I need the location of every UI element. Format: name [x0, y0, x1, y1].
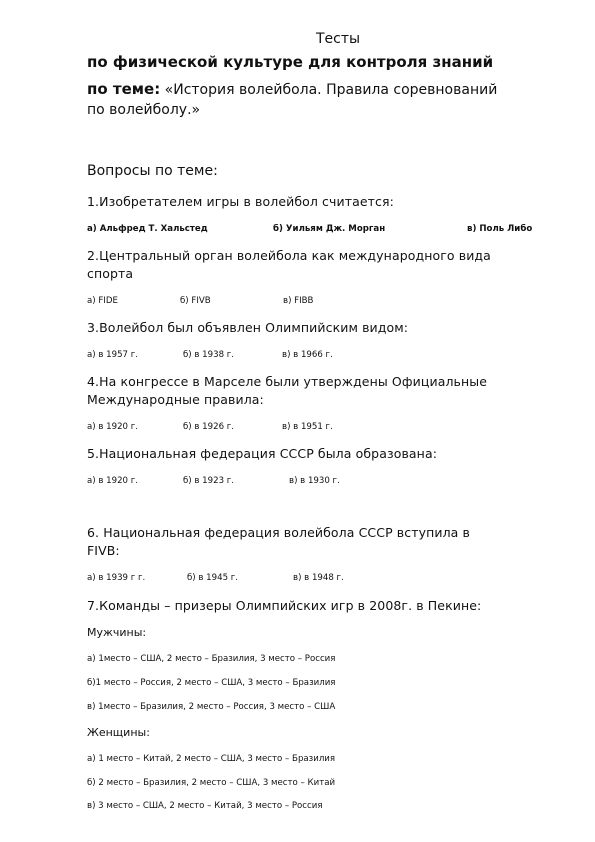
- q4-option-b: б) в 1926 г.: [183, 422, 235, 432]
- question-1: 1.Изобретателем игры в волейбол считается:: [87, 194, 394, 209]
- q2-option-c: в) FIBB: [283, 296, 314, 306]
- women-option-c: в) 3 место – США, 2 место – Китай, 3 место – Россия: [87, 801, 323, 811]
- section-title: Вопросы по теме:: [87, 163, 218, 179]
- q5-option-c: в) в 1930 г.: [289, 476, 340, 486]
- heading-topic-text: «История волейбола. Правила соревнований: [160, 82, 498, 98]
- q6-option-a: а) в 1939 г г.: [87, 573, 146, 583]
- question-4-cont: Международные правила:: [87, 392, 264, 407]
- q3-option-b: б) в 1938 г.: [183, 350, 235, 360]
- women-option-a: а) 1 место – Китай, 2 место – США, 3 место – Бразилия: [87, 754, 336, 764]
- question-6-cont: FIVB:: [87, 543, 120, 558]
- question-7: 7.Команды – призеры Олимпийских игр в 2008г. в Пекине:: [87, 598, 482, 613]
- question-4: 4.На конгрессе в Марселе были утверждены Официальные: [87, 374, 488, 389]
- question-2-cont: спорта: [87, 266, 134, 281]
- doc-heading-line1: по физической культуре для контроля знаний: [87, 53, 494, 71]
- heading-topic-label: по теме:: [87, 80, 161, 98]
- q6-option-c: в) в 1948 г.: [293, 573, 344, 583]
- women-label: Женщины:: [87, 726, 150, 739]
- q6-option-b: б) в 1945 г.: [187, 573, 239, 583]
- q3-option-a: а) в 1957 г.: [87, 350, 138, 360]
- women-option-b: б) 2 место – Бразилия, 2 место – США, 3 место – Китай: [87, 778, 336, 788]
- q5-option-a: а) в 1920 г.: [87, 476, 138, 486]
- q1-option-c: в) Поль Либо: [467, 224, 533, 234]
- men-label: Мужчины:: [87, 626, 147, 639]
- men-option-a: а) 1место – США, 2 место – Бразилия, 3 место – Россия: [87, 654, 336, 664]
- q1-option-a: а) Альфред Т. Хальстед: [87, 224, 208, 234]
- q1-option-b: б) Уильям Дж. Морган: [273, 224, 386, 234]
- men-option-c: в) 1место – Бразилия, 2 место – Россия, 3 место – США: [87, 702, 336, 712]
- q2-option-a: а) FIDE: [87, 296, 118, 306]
- question-3: 3.Волейбол был объявлен Олимпийским видом:: [87, 320, 409, 335]
- question-5: 5.Национальная федерация СССР была образована:: [87, 446, 438, 461]
- question-2: 2.Центральный орган волейбола как международного вида: [87, 248, 491, 263]
- doc-heading-line2: [87, 79, 497, 98]
- men-option-b: б)1 место – Россия, 2 место – США, 3 место – Бразилия: [87, 678, 336, 688]
- q5-option-b: б) в 1923 г.: [183, 476, 235, 486]
- doc-title: Тесты: [316, 31, 361, 47]
- q4-option-c: в) в 1951 г.: [282, 422, 333, 432]
- q3-option-c: в) в 1966 г.: [282, 350, 333, 360]
- q2-option-b: б) FIVB: [180, 296, 211, 306]
- question-6: 6. Национальная федерация волейбола СССР вступила в: [87, 525, 470, 540]
- doc-heading-line3: по волейболу.»: [87, 102, 201, 118]
- q4-option-a: а) в 1920 г.: [87, 422, 138, 432]
